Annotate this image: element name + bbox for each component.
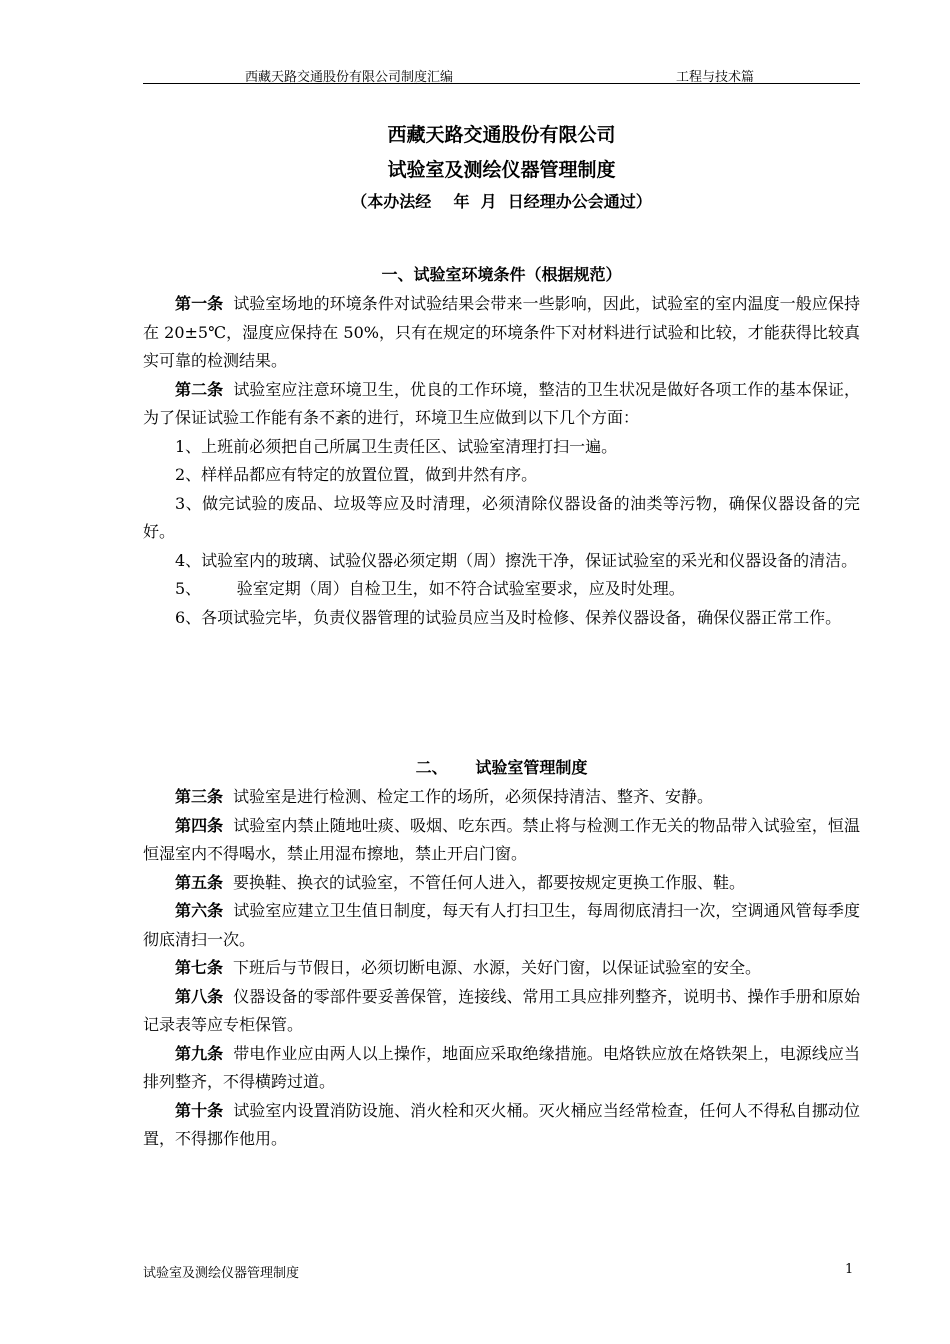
article-text: 要换鞋、换衣的试验室，不管任何人进入，都要按规定更换工作服、鞋。 (233, 872, 746, 892)
article-6 (143, 897, 860, 954)
article-8 (143, 983, 860, 1040)
article-text: 试验室内设置消防设施、消火栓和灭火桶。灭火桶应当经常检查，任何人不得私自挪动位置，不得挪作他用。 (143, 1100, 860, 1148)
article-3 (143, 783, 860, 812)
article-label: 第五条 (175, 872, 224, 892)
section-heading-1: 一、试验室环境条件（根据规范） (381, 265, 622, 284)
header-left-text: 西藏天路交通股份有限公司制度汇编 (245, 70, 454, 85)
header-rule (143, 83, 860, 84)
list-item: 3、做完试验的废品、垃圾等应及时清理，必须清除仪器设备的油类等污物，确保仪器设备的完好。 (143, 493, 860, 541)
article-label: 第四条 (175, 815, 224, 835)
header-right-text: 工程与技术篇 (676, 70, 755, 85)
list-item: 1、上班前必须把自己所属卫生责任区、试验室清理打扫一遍。 (175, 436, 618, 456)
article-text: 试验室应建立卫生值日制度，每天有人打扫卫生，每周彻底清扫一次，空调通风管每季度彻底清扫一次。 (143, 901, 860, 949)
article-text: 试验室应注意环境卫生，优良的工作环境，整洁的卫生状况是做好各项工作的基本保证，为了保证试验工作能有条不紊的进行，环境卫生应做到以下几个方面： (143, 379, 860, 427)
section-2-body (143, 783, 860, 1154)
article-label: 第二条 (175, 379, 224, 399)
article-10 (143, 1097, 860, 1154)
article-text: 试验室内禁止随地吐痰、吸烟、吃东西。禁止将与检测工作无关的物品带入试验室，恒温恒湿室内不得喝水，禁止用湿布擦地，禁止开启门窗。 (143, 815, 860, 863)
list-item: 4、试验室内的玻璃、试验仪器必须定期（周）擦洗干净，保证试验室的采光和仪器设备的清洁。 (175, 550, 858, 570)
section-heading-2: 二、 试验室管理制度 (415, 758, 588, 777)
page-number: 1 (845, 1262, 854, 1277)
article-label: 第六条 (175, 901, 224, 920)
list-item: 5、 验室定期（周）自检卫生，如不符合试验室要求，应及时处理。 (175, 579, 685, 598)
list-item: 6、各项试验完毕，负责仪器管理的试验员应当及时检修、保养仪器设备，确保仪器正常工作。 (175, 607, 842, 627)
approval-note: （本办法经 年 月 日经理办公会通过） (351, 192, 652, 211)
article-text: 下班后与节假日，必须切断电源、水源，关好门窗，以保证试验室的安全。 (233, 958, 762, 977)
article-label: 第一条 (175, 294, 224, 313)
article-1 (143, 290, 860, 376)
article-label: 第三条 (175, 787, 224, 806)
article-2 (143, 376, 860, 433)
article-text: 带电作业应由两人以上操作，地面应采取绝缘措施。电烙铁应放在烙铁架上，电源线应当排列整齐，不得横跨过道。 (143, 1043, 860, 1091)
article-7 (143, 954, 860, 983)
article-label: 第九条 (175, 1043, 224, 1063)
article-text: 试验室是进行检测、检定工作的场所，必须保持清洁、整齐、安静。 (233, 787, 714, 806)
section-1-body (143, 290, 860, 632)
article-5 (143, 869, 860, 898)
article-label: 第八条 (175, 986, 224, 1006)
article-4 (143, 812, 860, 869)
company-title: 西藏天路交通股份有限公司 (387, 124, 616, 146)
article-label: 第十条 (175, 1100, 224, 1120)
article-text: 仪器设备的零部件要妥善保管，连接线、常用工具应排列整齐，说明书、操作手册和原始记录表等应专柜保管。 (143, 986, 860, 1034)
list-item: 2、样样品都应有特定的放置位置，做到井然有序。 (175, 465, 538, 484)
footer-title: 试验室及测绘仪器管理制度 (143, 1266, 300, 1281)
article-9 (143, 1040, 860, 1097)
document-title: 试验室及测绘仪器管理制度 (387, 159, 616, 181)
article-label: 第七条 (175, 958, 224, 977)
article-text: 试验室场地的环境条件对试验结果会带来一些影响，因此，试验室的室内温度一般应保持在 20±5℃，湿度应保持在 50%，只有在规定的环境条件下对材料进行试验和比较，才能获得比较真实可靠的检测结果。 (143, 294, 860, 370)
